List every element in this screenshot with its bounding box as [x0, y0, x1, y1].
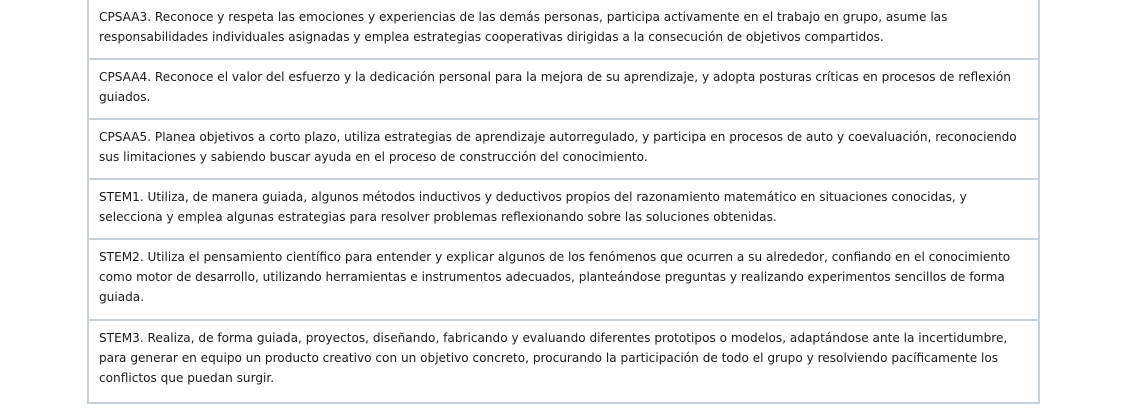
table-row-stem1: STEM1. Utiliza, de manera guiada, algunos métodos inductivos y deductivos propios del razonamiento matemático en situaciones conocidas, y selecciona y emplea algunas estrategias para resolver problemas reflexionando sobre las soluciones obtenidas.: [89, 180, 1038, 240]
table-row-cpsaa5: CPSAA5. Planea objetivos a corto plazo, utiliza estrategias de aprendizaje autorregulado, y participa en procesos de auto y coevaluación, reconociendo sus limitaciones y sabiendo buscar ayuda en el proceso de construcción del conocimiento.: [89, 120, 1038, 180]
table-row-cpsaa4: CPSAA4. Reconoce el valor del esfuerzo y la dedicación personal para la mejora de su aprendizaje, y adopta posturas críticas en procesos de reflexión guiados.: [89, 60, 1038, 120]
table-row-stem2: STEM2. Utiliza el pensamiento científico para entender y explicar algunos de los fenómenos que ocurren a su alrededor, confiando en el conocimiento como motor de desarrollo, utilizando herramientas e instrumentos adecuados, planteándose preguntas y realizando experimentos sencillos de forma guiada.: [89, 240, 1038, 321]
competencies-table: [87, 0, 1040, 404]
table-row-stem3: STEM3. Realiza, de forma guiada, proyectos, diseñando, fabricando y evaluando diferentes prototipos o modelos, adaptándose ante la incertidumbre, para generar en equipo un producto creativo con un objetivo concreto, procurando la participación de todo el grupo y resolviendo pacíficamente los conflictos que puedan surgir.: [99, 331, 1008, 385]
table-row-cpsaa3: CPSAA3. Reconoce y respeta las emociones y experiencias de las demás personas, participa activamente en el trabajo en grupo, asume las responsabilidades individuales asignadas y emplea estrategias cooperativas dirigidas a la consecución de objetivos compartidos.: [89, 0, 1038, 60]
